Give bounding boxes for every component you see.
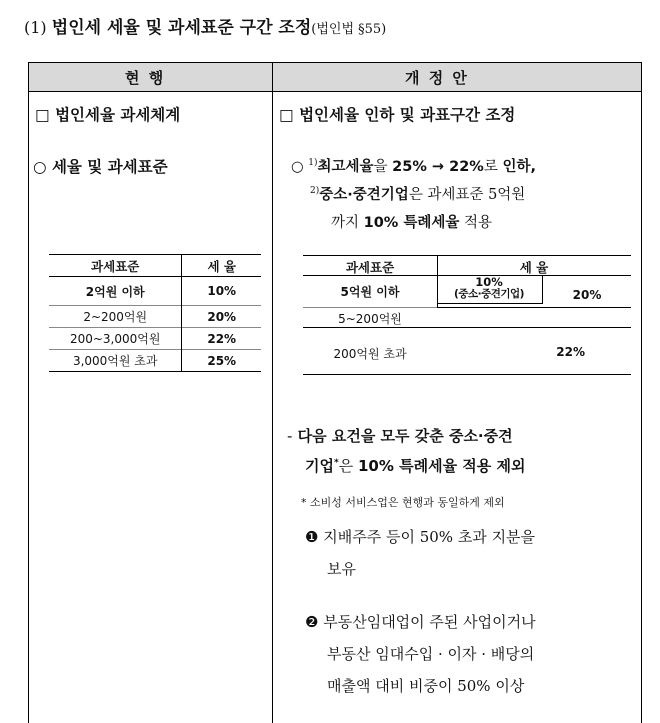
- checkbox-icon: □: [35, 106, 50, 124]
- comparison-table: [28, 62, 642, 723]
- rate-special: 10% (중소·중견기업): [454, 275, 524, 300]
- condition-1: ❶ 지배주주 등이 50% 초과 지분을: [305, 528, 536, 546]
- row-base: 200억원 초과: [333, 347, 407, 361]
- col-header-base: 과세표준: [345, 260, 395, 275]
- col-header-base: 과세표준: [49, 255, 182, 277]
- rate-top: 22%: [556, 345, 585, 359]
- table-row: 200~3,000억원 22%: [49, 328, 261, 350]
- condition-2-cont-1: 부동산 임대수입 · 이자 · 배당의: [327, 645, 535, 663]
- table-header: [29, 63, 641, 92]
- footnote: * 소비성 서비스업은 현행과 동일하게 제외: [301, 496, 505, 509]
- condition-1-cont: 보유: [327, 560, 356, 578]
- right-section-heading: □ 법인세율 인하 및 과표구간 조정: [279, 106, 516, 124]
- rate-general: 20%: [572, 288, 602, 302]
- col-header-rate: 세 율: [519, 260, 549, 275]
- row-base: 5~200억원: [338, 312, 402, 326]
- page-title: (1) 법인세 세율 및 과세표준 구간 조정(법인법 §55): [24, 18, 387, 38]
- proposed-rate-table: [303, 255, 631, 376]
- column-divider: [272, 63, 273, 723]
- left-section-heading: □ 법인세율 과세체계: [35, 106, 181, 124]
- circle-bullet-icon: ○: [33, 158, 47, 176]
- proposal-line-2: $^{2)}$중소·중견기업은 과세표준 5억원: [310, 186, 526, 203]
- exception-line-1: - 다음 요건을 모두 갖춘 중소·중견: [287, 427, 513, 445]
- header-proposed: 개 정 안: [405, 69, 469, 87]
- number-2-icon: ❷: [305, 613, 319, 631]
- proposal-line-1: ○ $^{1)}$최고세율을 25% → 22%로 인하,: [291, 158, 536, 175]
- left-subheading: ○ 세율 및 과세표준: [33, 158, 168, 176]
- condition-2: ❷ 부동산임대업이 주된 사업이거나: [305, 613, 536, 631]
- current-rate-table: [49, 254, 261, 372]
- table-row: 2억원 이하 10%: [49, 277, 261, 306]
- header-current: 현 행: [125, 69, 166, 87]
- checkbox-icon: □: [279, 106, 294, 124]
- circle-bullet-icon: ○: [291, 159, 304, 175]
- number-1-icon: ❶: [305, 528, 319, 546]
- col-header-rate: 세 율: [182, 255, 261, 277]
- proposal-line-3: 까지 10% 특례세율 적용: [331, 215, 493, 231]
- table-row: 3,000억원 초과 25%: [49, 350, 261, 372]
- table-row: 2~200억원 20%: [49, 306, 261, 328]
- row-base: 5억원 이하: [340, 285, 400, 299]
- exception-line-2: 기업*은 10% 특례세율 적용 제외: [305, 457, 526, 475]
- condition-2-cont-2: 매출액 대비 비중이 50% 이상: [327, 677, 525, 695]
